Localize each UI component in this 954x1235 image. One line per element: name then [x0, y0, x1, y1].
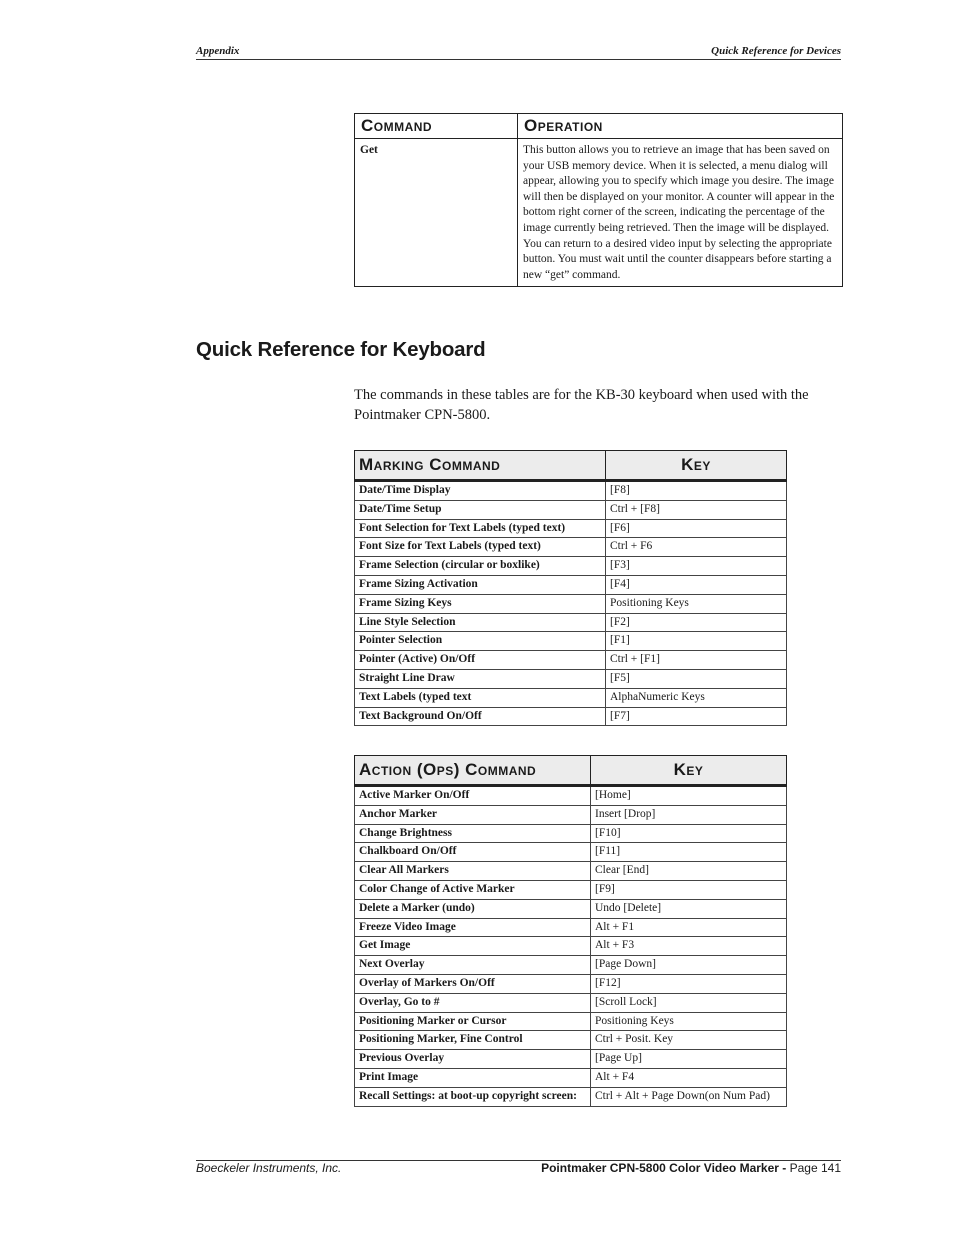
- table-row: [355, 937, 787, 956]
- footer-product-name: Pointmaker CPN-5800 Color Video Marker -: [541, 1161, 787, 1175]
- key-cell: Alt + F1: [591, 918, 787, 937]
- table-row: [355, 993, 787, 1012]
- command-cell: Frame Selection (circular or boxlike): [355, 557, 606, 576]
- table-row: [355, 956, 787, 975]
- key-cell: [F7]: [606, 707, 787, 726]
- key-cell: Undo [Delete]: [591, 899, 787, 918]
- key-cell: Alt + F4: [591, 1068, 787, 1087]
- key-cell: Insert [Drop]: [591, 805, 787, 824]
- footer-page-number: Page 141: [786, 1161, 841, 1175]
- table-row: [355, 575, 787, 594]
- action-command-header: Action (Ops) Command: [355, 756, 591, 786]
- key-cell: [F8]: [606, 481, 787, 501]
- key-cell: Positioning Keys: [606, 594, 787, 613]
- command-cell: Line Style Selection: [355, 613, 606, 632]
- action-command-table: [354, 755, 787, 1107]
- command-cell: Pointer (Active) On/Off: [355, 651, 606, 670]
- table-row: [355, 843, 787, 862]
- intro-paragraph: The commands in these tables are for the KB-30 keyboard when used with the Pointmaker CPN-5800.: [354, 387, 809, 423]
- command-cell: Date/Time Display: [355, 481, 606, 501]
- table-row: [355, 538, 787, 557]
- key-cell: [F2]: [606, 613, 787, 632]
- key-cell: [Home]: [591, 786, 787, 806]
- header-section: Appendix: [196, 45, 240, 57]
- command-cell: Overlay of Markers On/Off: [355, 974, 591, 993]
- key-cell: Positioning Keys: [591, 1012, 787, 1031]
- table-row: [355, 139, 843, 287]
- key-cell: [F10]: [591, 824, 787, 843]
- command-cell: Pointer Selection: [355, 632, 606, 651]
- command-cell: Next Overlay: [355, 956, 591, 975]
- table-row: [355, 519, 787, 538]
- command-cell: Color Change of Active Marker: [355, 880, 591, 899]
- command-cell: Positioning Marker or Cursor: [355, 1012, 591, 1031]
- table-row: [355, 594, 787, 613]
- key-cell: [F4]: [606, 575, 787, 594]
- table-row: [355, 481, 787, 501]
- key-cell: Clear [End]: [591, 862, 787, 881]
- key-cell: [F5]: [606, 669, 787, 688]
- table-row: [355, 880, 787, 899]
- footer-product: [541, 1161, 841, 1175]
- key-header: Key: [591, 756, 787, 786]
- command-cell: Font Size for Text Labels (typed text): [355, 538, 606, 557]
- key-cell: [F1]: [606, 632, 787, 651]
- table-row: [355, 862, 787, 881]
- table-row: [355, 1050, 787, 1069]
- marking-command-table: [354, 450, 787, 726]
- command-cell: Font Selection for Text Labels (typed text): [355, 519, 606, 538]
- header-chapter: Quick Reference for Devices: [711, 45, 841, 57]
- table-row: [355, 651, 787, 670]
- command-cell: Active Marker On/Off: [355, 786, 591, 806]
- key-cell: Ctrl + [F1]: [606, 651, 787, 670]
- table-row: [355, 1087, 787, 1106]
- section-title: Quick Reference for Keyboard: [196, 338, 486, 361]
- key-cell: [F11]: [591, 843, 787, 862]
- table-row: [355, 1012, 787, 1031]
- key-cell: [F9]: [591, 880, 787, 899]
- key-cell: Ctrl + Alt + Page Down(on Num Pad): [591, 1087, 787, 1106]
- table-row: [355, 824, 787, 843]
- key-cell: [F3]: [606, 557, 787, 576]
- operation-cell: This button allows you to retrieve an image that has been saved on your USB memory device. When it is selected, a menu dialog will appear, allowing you to specify which image you desire. The image will then be displayed on your monitor. A counter will appear in the bottom right corner of the screen, indicating the percentage of the image currently being retrieved. Then the image will be displayed. You can return to a desired video input by selecting the appropriate button. You must wait until the counter disappears before starting a new “get” command.: [518, 139, 843, 287]
- command-cell: Frame Sizing Activation: [355, 575, 606, 594]
- table-row: [355, 1068, 787, 1087]
- device-command-table: [354, 113, 843, 287]
- footer-company: Boeckeler Instruments, Inc.: [196, 1161, 342, 1175]
- table-row: [355, 707, 787, 726]
- table-row: [355, 632, 787, 651]
- table-row: [355, 786, 787, 806]
- table-row: [355, 688, 787, 707]
- operation-column-header: Operation: [518, 114, 843, 139]
- command-cell: Positioning Marker, Fine Control: [355, 1031, 591, 1050]
- key-cell: [Scroll Lock]: [591, 993, 787, 1012]
- key-cell: [F12]: [591, 974, 787, 993]
- command-cell: Straight Line Draw: [355, 669, 606, 688]
- command-cell: Text Background On/Off: [355, 707, 606, 726]
- key-cell: Ctrl + [F8]: [606, 500, 787, 519]
- command-cell: Get Image: [355, 937, 591, 956]
- command-cell: Change Brightness: [355, 824, 591, 843]
- marking-command-header: Marking Command: [355, 451, 606, 481]
- command-cell: Print Image: [355, 1068, 591, 1087]
- key-cell: AlphaNumeric Keys: [606, 688, 787, 707]
- command-cell: Clear All Markers: [355, 862, 591, 881]
- command-cell: Text Labels (typed text: [355, 688, 606, 707]
- key-cell: [Page Down]: [591, 956, 787, 975]
- table-row: [355, 918, 787, 937]
- key-cell: [F6]: [606, 519, 787, 538]
- page-footer: [196, 1160, 841, 1175]
- command-cell: Date/Time Setup: [355, 500, 606, 519]
- table-row: [355, 899, 787, 918]
- table-row: [355, 500, 787, 519]
- command-cell: Anchor Marker: [355, 805, 591, 824]
- command-cell: Freeze Video Image: [355, 918, 591, 937]
- command-cell: Chalkboard On/Off: [355, 843, 591, 862]
- key-cell: Alt + F3: [591, 937, 787, 956]
- command-cell: Delete a Marker (undo): [355, 899, 591, 918]
- table-row: [355, 805, 787, 824]
- table-row: [355, 613, 787, 632]
- key-cell: Ctrl + F6: [606, 538, 787, 557]
- command-cell: Overlay, Go to #: [355, 993, 591, 1012]
- key-cell: Ctrl + Posit. Key: [591, 1031, 787, 1050]
- page-header: [196, 45, 841, 60]
- command-cell: Frame Sizing Keys: [355, 594, 606, 613]
- table-row: [355, 1031, 787, 1050]
- table-row: [355, 974, 787, 993]
- key-cell: [Page Up]: [591, 1050, 787, 1069]
- table-row: [355, 557, 787, 576]
- command-column-header: Command: [355, 114, 518, 139]
- table-row: [355, 669, 787, 688]
- key-header: Key: [606, 451, 787, 481]
- command-cell: Recall Settings: at boot-up copyright screen:: [355, 1087, 591, 1106]
- command-cell: Get: [355, 139, 518, 287]
- command-cell: Previous Overlay: [355, 1050, 591, 1069]
